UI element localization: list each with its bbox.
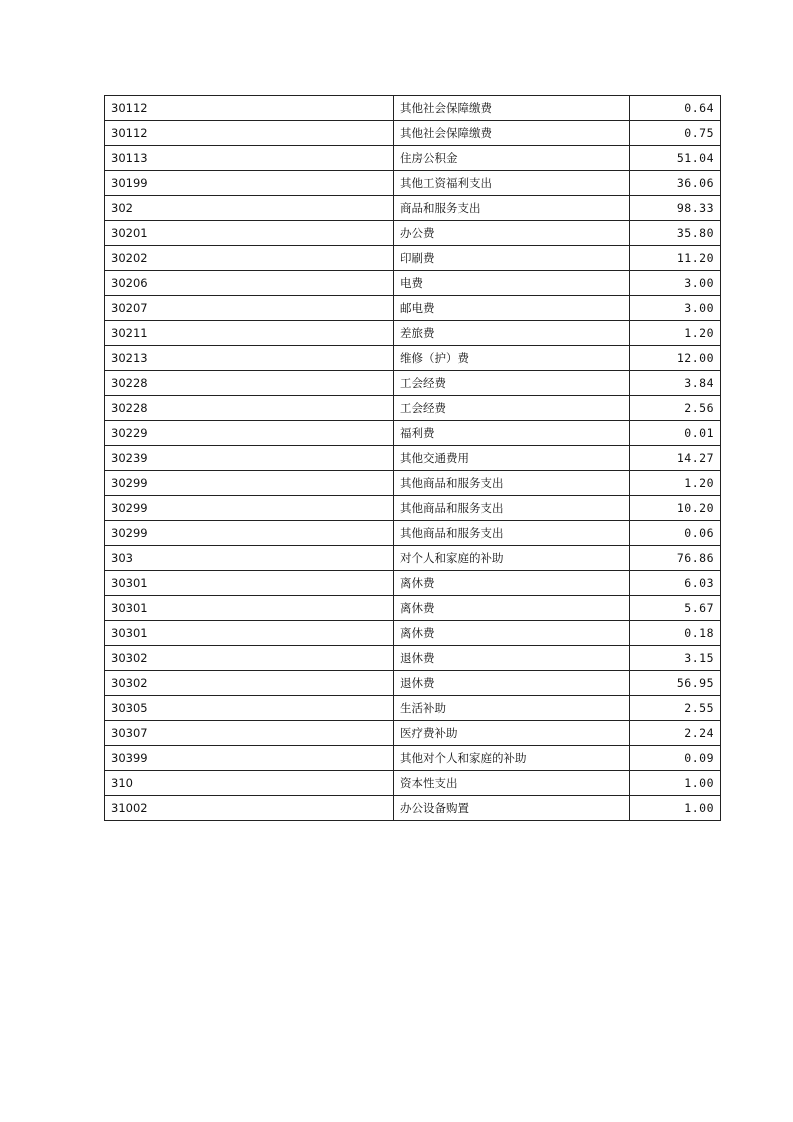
code-cell: 30301: [105, 571, 394, 596]
code-cell: 30211: [105, 321, 394, 346]
table-row: [105, 346, 721, 371]
code-cell: 30307: [105, 721, 394, 746]
name-cell: 维修（护）费: [394, 346, 630, 371]
code-cell: 30228: [105, 396, 394, 421]
table-row: [105, 96, 721, 121]
code-cell: 310: [105, 771, 394, 796]
code-cell: 30299: [105, 521, 394, 546]
table-row: [105, 296, 721, 321]
table-row: [105, 596, 721, 621]
amount-cell: 1.00: [630, 796, 721, 821]
code-cell: 30301: [105, 621, 394, 646]
table-body: [105, 96, 721, 821]
code-cell: 30112: [105, 96, 394, 121]
amount-cell: 35.80: [630, 221, 721, 246]
name-cell: 离休费: [394, 571, 630, 596]
table-row: [105, 196, 721, 221]
name-cell: 其他商品和服务支出: [394, 521, 630, 546]
code-cell: 303: [105, 546, 394, 571]
table-row: [105, 246, 721, 271]
name-cell: 其他社会保障缴费: [394, 96, 630, 121]
code-cell: 31002: [105, 796, 394, 821]
name-cell: 医疗费补助: [394, 721, 630, 746]
amount-cell: 76.86: [630, 546, 721, 571]
expenditure-table: [104, 95, 721, 821]
amount-cell: 2.56: [630, 396, 721, 421]
name-cell: 电费: [394, 271, 630, 296]
name-cell: 对个人和家庭的补助: [394, 546, 630, 571]
table-row: [105, 771, 721, 796]
table-row: [105, 421, 721, 446]
amount-cell: 3.00: [630, 296, 721, 321]
table-row: [105, 396, 721, 421]
code-cell: 30201: [105, 221, 394, 246]
code-cell: 30207: [105, 296, 394, 321]
amount-cell: 0.18: [630, 621, 721, 646]
name-cell: 工会经费: [394, 396, 630, 421]
name-cell: 印刷费: [394, 246, 630, 271]
name-cell: 退休费: [394, 646, 630, 671]
name-cell: 其他商品和服务支出: [394, 496, 630, 521]
code-cell: 30301: [105, 596, 394, 621]
amount-cell: 2.24: [630, 721, 721, 746]
amount-cell: 3.84: [630, 371, 721, 396]
name-cell: 邮电费: [394, 296, 630, 321]
code-cell: 30213: [105, 346, 394, 371]
amount-cell: 1.20: [630, 321, 721, 346]
amount-cell: 5.67: [630, 596, 721, 621]
amount-cell: 12.00: [630, 346, 721, 371]
table-row: [105, 746, 721, 771]
amount-cell: 0.01: [630, 421, 721, 446]
code-cell: 30299: [105, 496, 394, 521]
table-row: [105, 321, 721, 346]
amount-cell: 56.95: [630, 671, 721, 696]
amount-cell: 0.06: [630, 521, 721, 546]
table-row: [105, 646, 721, 671]
table-row: [105, 221, 721, 246]
amount-cell: 0.75: [630, 121, 721, 146]
code-cell: 30228: [105, 371, 394, 396]
amount-cell: 6.03: [630, 571, 721, 596]
code-cell: 30302: [105, 671, 394, 696]
name-cell: 其他交通费用: [394, 446, 630, 471]
table-row: [105, 671, 721, 696]
code-cell: 30112: [105, 121, 394, 146]
name-cell: 离休费: [394, 621, 630, 646]
name-cell: 住房公积金: [394, 146, 630, 171]
expenditure-table-container: [104, 95, 721, 821]
table-row: [105, 721, 721, 746]
table-row: [105, 271, 721, 296]
code-cell: 30305: [105, 696, 394, 721]
name-cell: 离休费: [394, 596, 630, 621]
code-cell: 30113: [105, 146, 394, 171]
name-cell: 退休费: [394, 671, 630, 696]
amount-cell: 2.55: [630, 696, 721, 721]
table-row: [105, 546, 721, 571]
amount-cell: 98.33: [630, 196, 721, 221]
code-cell: 30206: [105, 271, 394, 296]
name-cell: 其他社会保障缴费: [394, 121, 630, 146]
name-cell: 其他工资福利支出: [394, 171, 630, 196]
code-cell: 302: [105, 196, 394, 221]
code-cell: 30199: [105, 171, 394, 196]
table-row: [105, 621, 721, 646]
code-cell: 30229: [105, 421, 394, 446]
amount-cell: 10.20: [630, 496, 721, 521]
name-cell: 资本性支出: [394, 771, 630, 796]
amount-cell: 14.27: [630, 446, 721, 471]
name-cell: 其他对个人和家庭的补助: [394, 746, 630, 771]
name-cell: 福利费: [394, 421, 630, 446]
code-cell: 30302: [105, 646, 394, 671]
table-row: [105, 796, 721, 821]
amount-cell: 51.04: [630, 146, 721, 171]
name-cell: 商品和服务支出: [394, 196, 630, 221]
name-cell: 办公费: [394, 221, 630, 246]
table-row: [105, 571, 721, 596]
table-row: [105, 696, 721, 721]
name-cell: 办公设备购置: [394, 796, 630, 821]
table-row: [105, 146, 721, 171]
name-cell: 生活补助: [394, 696, 630, 721]
table-row: [105, 471, 721, 496]
amount-cell: 0.09: [630, 746, 721, 771]
table-row: [105, 521, 721, 546]
amount-cell: 3.00: [630, 271, 721, 296]
amount-cell: 0.64: [630, 96, 721, 121]
code-cell: 30299: [105, 471, 394, 496]
code-cell: 30239: [105, 446, 394, 471]
amount-cell: 1.00: [630, 771, 721, 796]
table-row: [105, 121, 721, 146]
name-cell: 其他商品和服务支出: [394, 471, 630, 496]
table-row: [105, 496, 721, 521]
name-cell: 工会经费: [394, 371, 630, 396]
table-row: [105, 371, 721, 396]
table-row: [105, 446, 721, 471]
code-cell: 30399: [105, 746, 394, 771]
code-cell: 30202: [105, 246, 394, 271]
amount-cell: 36.06: [630, 171, 721, 196]
name-cell: 差旅费: [394, 321, 630, 346]
table-row: [105, 171, 721, 196]
amount-cell: 11.20: [630, 246, 721, 271]
amount-cell: 1.20: [630, 471, 721, 496]
amount-cell: 3.15: [630, 646, 721, 671]
